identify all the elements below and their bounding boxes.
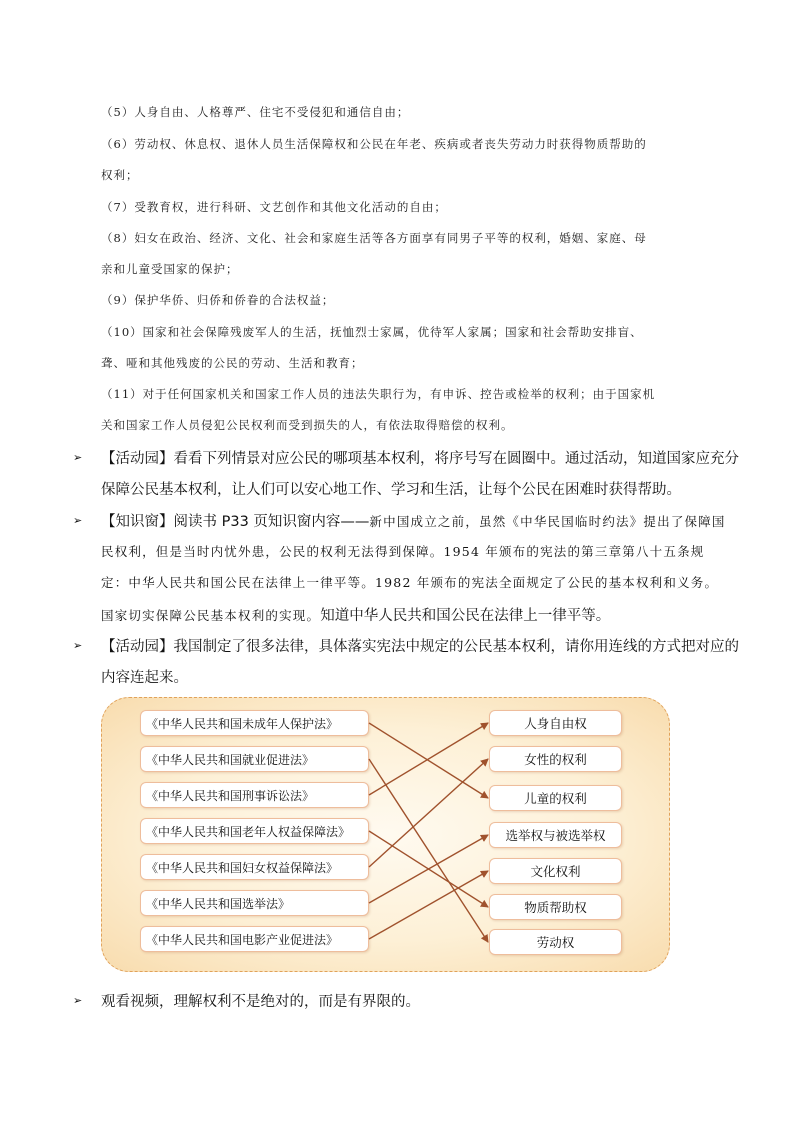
- knowledge-text4b: 知道中华人民共和国公民在法律上一律平等。: [320, 608, 611, 624]
- connection-line-5: [369, 835, 488, 903]
- knowledge-text1b: 新中国成立之前，虽然《中华民国临时约法》提出了保障国: [369, 514, 726, 529]
- right-box-labor[interactable]: 劳动权: [489, 929, 622, 955]
- rights-item-6: （6）劳动权、休息权、退休人员生活保障权和公民在年老、疾病或者丧失劳动力时获得物质帮助的: [101, 137, 647, 151]
- bullet-arrow-icon: ➢: [73, 451, 83, 464]
- activity2-text1: 我国制定了很多法律，具体落实宪法中规定的公民基本权利，请你用连线的方式把对应的: [173, 639, 739, 655]
- right-box-personal-freedom[interactable]: 人身自由权: [489, 710, 622, 736]
- law-box-employment[interactable]: 《中华人民共和国就业促进法》: [140, 746, 369, 772]
- rights-item-5: （5）人身自由、人格尊严、住宅不受侵犯和通信自由；: [101, 105, 410, 119]
- activity2-line2: 内容连起来。: [101, 670, 188, 686]
- knowledge-text4a: 国家切实保障公民基本权利的实现。: [101, 608, 321, 623]
- rights-item-11: （11）对于任何国家机关和国家工作人员的违法失职行为，有申诉、控告或检举的权利；由于国家机: [101, 387, 656, 401]
- rights-item-8: （8）妇女在政治、经济、文化、社会和家庭生活等各方面享有同男子平等的权利，婚姻、家庭、母: [101, 231, 647, 245]
- activity1-line2: 保障公民基本权利，让人们可以安心地工作、学习和生活，让每个公民在困难时获得帮助。: [101, 482, 681, 498]
- law-box-minors[interactable]: 《中华人民共和国未成年人保护法》: [140, 710, 369, 736]
- rights-item-6-cont: 权利；: [101, 168, 139, 182]
- right-box-women-rights[interactable]: 女性的权利: [489, 746, 622, 772]
- knowledge-text3: 定：中华人民共和国公民在法律上一律平等。1982 年颁布的宪法全面规定了公民的基本权利和义务。: [101, 575, 719, 590]
- knowledge-text1a: 阅读书 P33 页知识窗内容——: [173, 514, 370, 530]
- law-box-elderly[interactable]: 《中华人民共和国老年人权益保障法》: [140, 818, 369, 844]
- rights-item-9: （9）保护华侨、归侨和侨眷的合法权益；: [101, 293, 335, 307]
- activity1-tag: 【活动园】: [101, 451, 174, 467]
- knowledge-text2: 民权利，但是当时内忧外患，公民的权利无法得到保障。1954 年颁布的宪法的第三章第八十五条规: [101, 544, 705, 559]
- right-box-election-rights[interactable]: 选举权与被选举权: [489, 822, 622, 848]
- law-box-criminal-procedure[interactable]: 《中华人民共和国刑事诉讼法》: [140, 782, 369, 808]
- rights-item-11-cont: 关和国家工作人员侵犯公民权利而受到损失的人，有依法取得赔偿的权利。: [101, 418, 514, 432]
- bullet-arrow-icon: ➢: [73, 639, 83, 652]
- bullet-arrow-icon: ➢: [73, 514, 83, 527]
- connection-line-6: [369, 871, 488, 939]
- law-box-film[interactable]: 《中华人民共和国电影产业促进法》: [140, 926, 369, 952]
- activity1-text1: 看看下列情景对应公民的哪项基本权利，将序号写在圆圈中。通过活动，知道国家应充分: [173, 451, 739, 467]
- activity2-tag: 【活动园】: [101, 639, 174, 655]
- law-box-women[interactable]: 《中华人民共和国妇女权益保障法》: [140, 854, 369, 880]
- knowledge-tag: 【知识窗】: [101, 514, 174, 530]
- rights-item-8-cont: 亲和儿童受国家的保护；: [101, 262, 239, 276]
- bullet-arrow-icon: ➢: [73, 994, 83, 1007]
- right-box-material-assistance[interactable]: 物质帮助权: [489, 894, 622, 920]
- rights-item-7: （7）受教育权，进行科研、文艺创作和其他文化活动的自由；: [101, 200, 447, 214]
- right-box-children-rights[interactable]: 儿童的权利: [489, 785, 622, 811]
- law-box-election[interactable]: 《中华人民共和国选举法》: [140, 890, 369, 916]
- rights-item-10-cont: 聋、哑和其他残废的公民的劳动、生活和教育；: [101, 356, 364, 370]
- rights-item-10: （10）国家和社会保障残废军人的生活，抚恤烈士家属，优待军人家属；国家和社会帮助安排盲、: [101, 325, 643, 339]
- closing-line: 观看视频，理解权利不是绝对的，而是有界限的。: [101, 994, 420, 1010]
- right-box-cultural-rights[interactable]: 文化权利: [489, 858, 622, 884]
